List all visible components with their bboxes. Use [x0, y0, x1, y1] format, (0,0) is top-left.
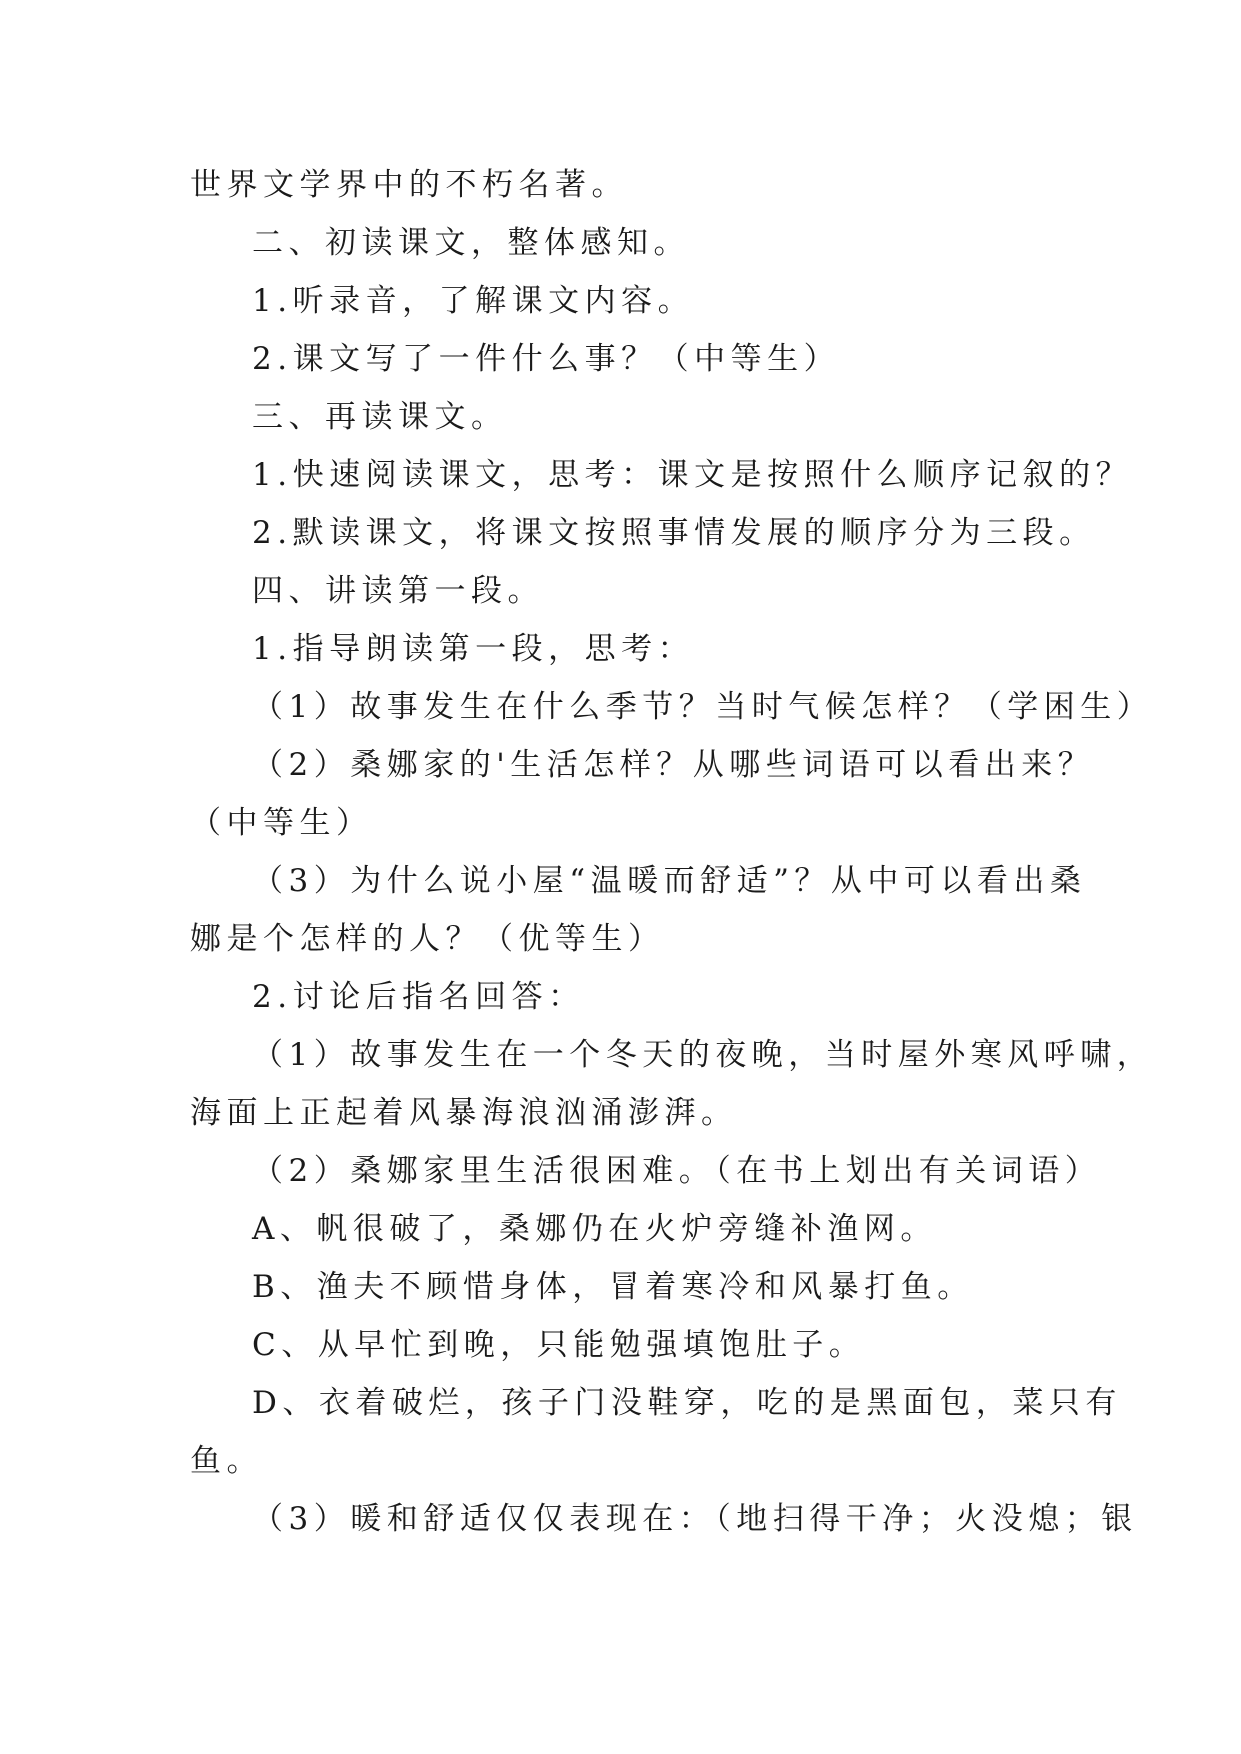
- text-line: 1.快速阅读课文，思考：课文是按照什么顺序记叙的？: [252, 457, 1133, 493]
- text-line: （1）故事发生在什么季节？当时气候怎样？（学困生）: [252, 689, 1154, 725]
- section-heading: 三、再读课文。: [252, 399, 508, 435]
- text-line: 2.默读课文，将课文按照事情发展的顺序分为三段。: [252, 515, 1096, 551]
- text-line: 2.课文写了一件什么事？（中等生）: [252, 341, 841, 377]
- text-line: （2）桑娜家里生活很困难。（在书上划出有关词语）: [252, 1153, 1102, 1189]
- list-item: A、帆很破了，桑娜仍在火炉旁缝补渔网。: [252, 1211, 937, 1247]
- section-heading: 二、初读课文，整体感知。: [252, 225, 690, 261]
- text-line: （1）故事发生在一个冬天的夜晚，当时屋外寒风呼啸，: [252, 1037, 1154, 1073]
- list-item: D、衣着破烂，孩子门没鞋穿，吃的是黑面包，菜只有: [252, 1385, 1122, 1421]
- section-heading: 四、讲读第一段。: [252, 573, 544, 609]
- text-line: 娜是个怎样的人？（优等生）: [190, 921, 665, 957]
- text-line: （3）为什么说小屋“温暖而舒适”？从中可以看出桑: [252, 863, 1087, 899]
- text-line: 海面上正起着风暴海浪汹涌澎湃。: [190, 1095, 738, 1131]
- list-item: C、从早忙到晚，只能勉强填饱肚子。: [252, 1327, 866, 1363]
- text-line: （2）桑娜家的'生活怎样？从哪些词语可以看出来？: [252, 747, 1095, 783]
- text-line: （中等生）: [190, 805, 373, 841]
- text-line: 1.指导朗读第一段，思考：: [252, 631, 695, 667]
- list-item: B、渔夫不顾惜身体，冒着寒冷和风暴打鱼。: [252, 1269, 974, 1305]
- text-line: 2.讨论后指名回答：: [252, 979, 585, 1015]
- text-line: （3）暖和舒适仅仅表现在：（地扫得干净；火没熄；银: [252, 1501, 1138, 1537]
- text-line: 世界文学界中的不朽名著。: [190, 167, 628, 203]
- text-line: 1.听录音，了解课文内容。: [252, 283, 695, 319]
- text-line: 鱼。: [190, 1443, 263, 1479]
